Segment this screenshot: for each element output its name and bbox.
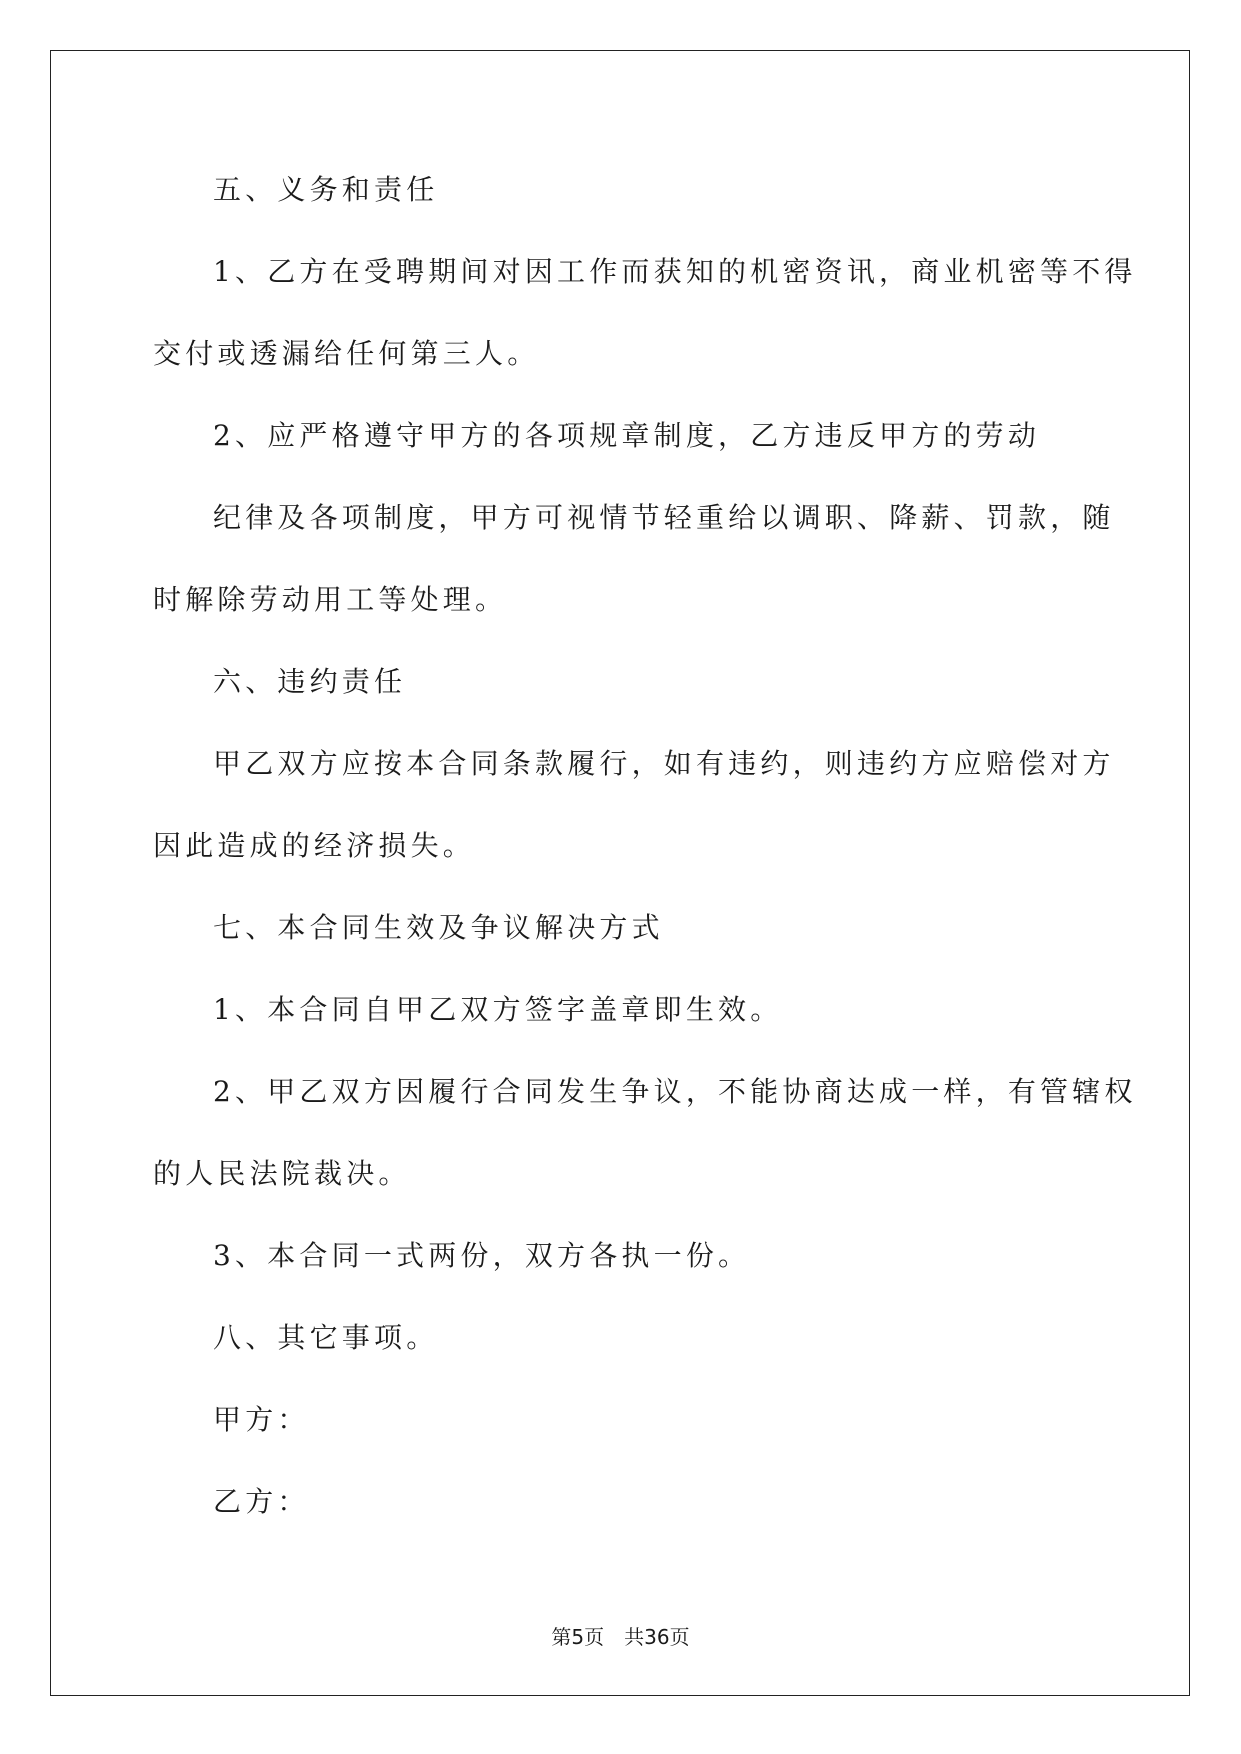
total-unit: 页: [669, 1625, 690, 1649]
paragraph-line: 纪律及各项制度，甲方可视情节轻重给以调职、降薪、罚款，随: [213, 501, 1115, 534]
paragraph-line: 3、本合同一式两份，双方各执一份。: [213, 1239, 751, 1272]
paragraph-line: 2、应严格遵守甲方的各项规章制度，乙方违反甲方的劳动: [213, 419, 1041, 452]
section-heading-breach: 六、违约责任: [213, 665, 407, 698]
paragraph-line: 1、本合同自甲乙双方签字盖章即生效。: [213, 993, 783, 1026]
party-b-label: 乙方：: [213, 1485, 310, 1518]
paragraph-line: 1、乙方在受聘期间对因工作而获知的机密资讯，商业机密等不得: [213, 255, 1137, 288]
paragraph-line: 甲乙双方应按本合同条款履行，如有违约，则违约方应赔偿对方: [213, 747, 1115, 780]
paragraph-line: 因此造成的经济损失。: [153, 829, 476, 862]
page-number-footer: [0, 1624, 1241, 1650]
paragraph-line: 2、甲乙双方因履行合同发生争议，不能协商达成一样，有管辖权: [213, 1075, 1137, 1108]
total-prefix: 共: [624, 1625, 645, 1649]
section-heading-other: 八、其它事项。: [213, 1321, 439, 1354]
paragraph-line: 时解除劳动用工等处理。: [153, 583, 508, 616]
section-heading-obligations: 五、义务和责任: [213, 173, 439, 206]
paragraph-line: 的人民法院裁决。: [153, 1157, 411, 1190]
page-unit: 页: [584, 1625, 605, 1649]
paragraph-line: 交付或透漏给任何第三人。: [153, 337, 540, 370]
page-total: 36: [644, 1625, 670, 1649]
page-prefix: 第: [551, 1625, 572, 1649]
page-border: [50, 50, 1190, 1696]
page-current: 5: [571, 1625, 585, 1649]
party-a-label: 甲方：: [213, 1403, 310, 1436]
section-heading-effectiveness: 七、本合同生效及争议解决方式: [213, 911, 664, 944]
